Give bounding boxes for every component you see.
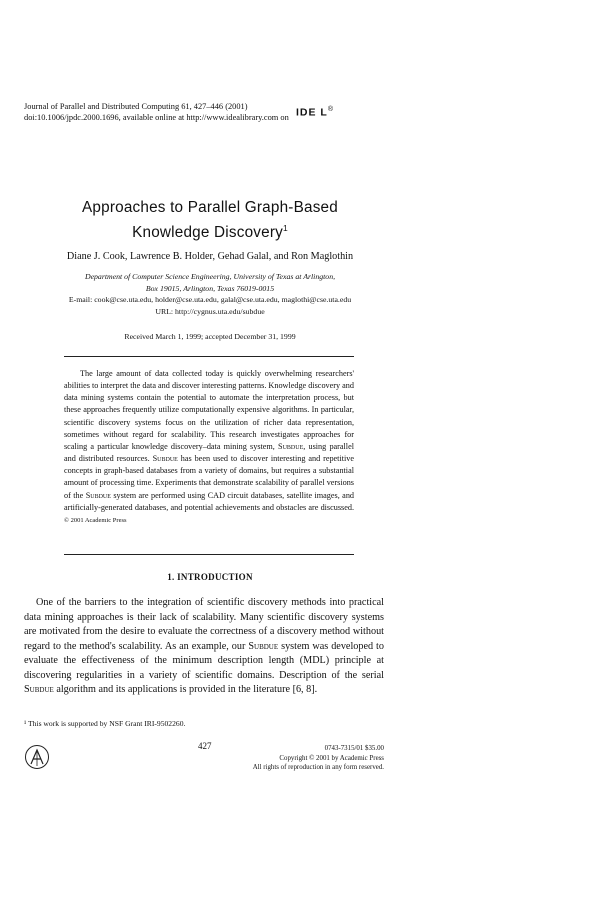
doi-line: doi:10.1006/jpdc.2000.1696, available online at http://www.idealibrary.com on bbox=[24, 113, 289, 122]
affiliation-box: Box 19015, Arlington, Texas 76019-0015 bbox=[145, 283, 275, 293]
publisher-rights: All rights of reproduction in any form reserved. bbox=[252, 764, 384, 772]
abstract bbox=[64, 368, 354, 527]
title-line-1: Approaches to Parallel Graph-Based bbox=[82, 199, 338, 216]
ideal-logo bbox=[296, 106, 334, 119]
affiliation-dept: Department of Computer Science Engineering, University of Texas at Arlington, bbox=[84, 272, 336, 281]
abstract-subdue-3: Subdue bbox=[85, 490, 111, 500]
abstract-bottom-rule bbox=[64, 554, 354, 555]
paper-title bbox=[0, 198, 420, 243]
title-line-2: Knowledge Discovery bbox=[132, 224, 283, 242]
footnote: ¹ This work is supported by NSF Grant IRI-9502260. bbox=[24, 719, 186, 728]
body-text-2: system was developed to evaluate the effectiveness of the minimum description length (MDL) principle at discovering regularities in a variety of scientific domains. Description of the serial bbox=[24, 640, 384, 681]
authors: Diane J. Cook, Lawrence B. Holder, Gehad Galal, and Ron Maglothin bbox=[66, 251, 354, 262]
journal-citation bbox=[24, 101, 289, 123]
affiliation-email: E-mail: cook@cse.uta.edu, holder@cse.uta.edu, galal@cse.uta.edu, maglothi@cse.uta.edu bbox=[68, 295, 352, 304]
affiliation-url: URL: http://cygnus.uta.edu/subdue bbox=[155, 306, 265, 316]
body-text-3: algorithm and its applications is provided in the literature [6, 8]. bbox=[53, 684, 318, 696]
body-text-1: One of the barriers to the integration of scientific discovery methods into practical data mining approaches is their lack of scalability. Many scientific discovery systems are motivated from the desire to evaluate the correctness of a discovery method without regard to the method's scalability. As an example, our bbox=[24, 597, 384, 652]
ideal-logo-sup: ® bbox=[327, 106, 335, 113]
abstract-copyright: © 2001 Academic Press bbox=[64, 516, 127, 524]
received-dates: Received March 1, 1999; accepted December 31, 1999 bbox=[124, 332, 296, 341]
body-subdue-2: Subdue bbox=[24, 684, 54, 696]
academic-press-logo-icon bbox=[24, 744, 50, 770]
abstract-text-1: The large amount of data collected today is quickly overwhelming researchers' abilities to interpret the data and discover interesting patterns. Knowledge discovery and data mining systems contain the potential to automate the interpretation process, but these approaches frequently utilize computationally expensive algorithms. In particular, scientific discovery systems focus on the utilization of richer data representation, sometimes without regard for scalability. This research investigates approaches for scaling a particular knowledge discovery–data mining system, bbox=[64, 369, 354, 451]
publisher-info bbox=[253, 744, 384, 773]
page-number: 427 bbox=[198, 741, 212, 751]
publisher-copyright: Copyright © 2001 by Academic Press bbox=[279, 754, 384, 762]
affiliation bbox=[0, 271, 420, 317]
publisher-price: 0743-7315/01 $35.00 bbox=[324, 745, 384, 752]
abstract-subdue-1: Subdue bbox=[278, 441, 304, 451]
ideal-logo-text: IDE L bbox=[296, 106, 328, 119]
journal-line: Journal of Parallel and Distributed Computing 61, 427–446 (2001) bbox=[24, 102, 248, 111]
abstract-text-4: system are performed using CAD circuit databases, satellite images, and artificially-generated databases, and potential achievements and obstacles are discussed. bbox=[64, 490, 355, 512]
title-footnote-mark: 1 bbox=[282, 223, 288, 233]
section-heading: 1. INTRODUCTION bbox=[167, 572, 253, 582]
abstract-text-2: , using parallel and distributed resources. bbox=[64, 441, 354, 464]
body-subdue-1: Subdue bbox=[248, 640, 279, 652]
abstract-subdue-2: Subdue bbox=[152, 454, 178, 464]
abstract-text-3: has been used to discover interesting and repetitive concepts in graph-based databases from a variety of domains, but requires a substantial amount of processing time. Experiments that demonstrate scalability of parallel versions of the bbox=[64, 454, 355, 500]
abstract-top-rule bbox=[64, 356, 354, 357]
body-paragraph bbox=[24, 596, 384, 698]
